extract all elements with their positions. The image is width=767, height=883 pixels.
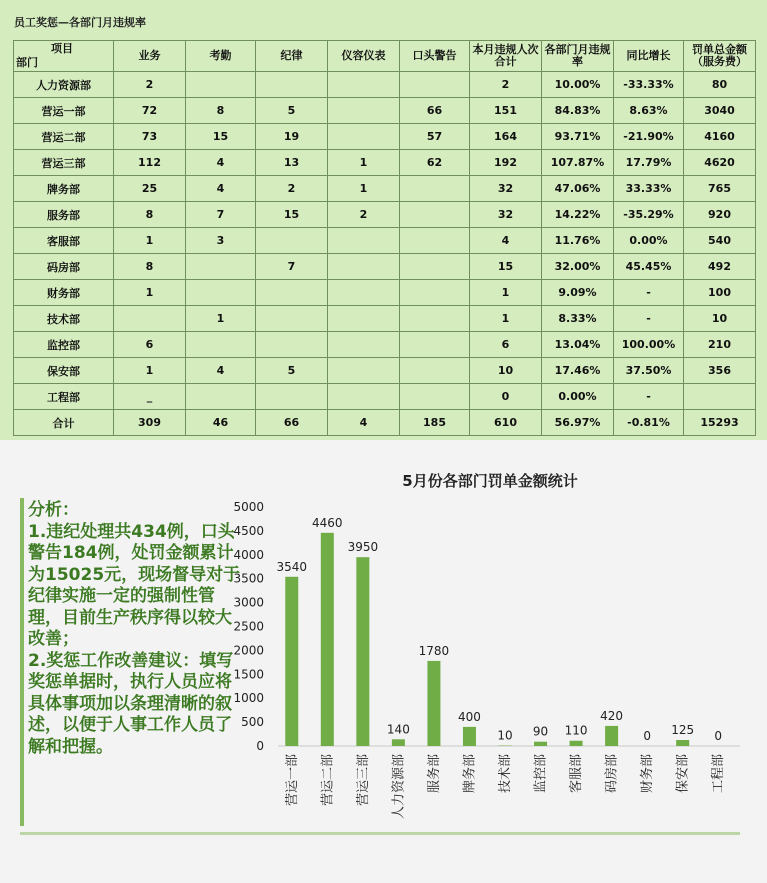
data-label: 90 (532, 724, 549, 739)
value-cell: 5 (256, 98, 328, 124)
value-cell: 10 (470, 358, 542, 384)
value-cell: 4 (328, 410, 400, 436)
value-cell: 62 (400, 150, 470, 176)
table-row (14, 176, 756, 202)
table-row (14, 384, 756, 410)
value-cell: 8 (114, 202, 186, 228)
x-tick-label: 客服部 (569, 754, 585, 794)
value-cell (328, 384, 400, 410)
value-cell: 10.00% (542, 72, 614, 98)
value-cell: -33.33% (614, 72, 684, 98)
y-tick-label: 1500 (233, 667, 264, 682)
value-cell: 11.76% (542, 228, 614, 254)
value-cell: 32 (470, 202, 542, 228)
value-cell: 25 (114, 176, 186, 202)
data-label: 140 (386, 722, 410, 737)
value-cell: 17.46% (542, 358, 614, 384)
value-cell (328, 306, 400, 332)
value-cell: 56.97% (542, 410, 614, 436)
dept-cell: 保安部 (14, 358, 114, 384)
value-cell: 13 (256, 150, 328, 176)
value-cell (400, 332, 470, 358)
value-cell: 8.63% (614, 98, 684, 124)
value-cell (400, 254, 470, 280)
value-cell: 920 (684, 202, 756, 228)
table-row (14, 202, 756, 228)
value-cell: 7 (186, 202, 256, 228)
value-cell (256, 228, 328, 254)
y-tick-label: 3500 (233, 571, 264, 586)
data-label: 0 (643, 729, 651, 743)
value-cell: 1 (114, 228, 186, 254)
value-cell (328, 228, 400, 254)
value-cell: 66 (400, 98, 470, 124)
value-cell: 112 (114, 150, 186, 176)
x-tick-label: 人力资源部 (391, 754, 407, 820)
value-cell: 185 (400, 410, 470, 436)
value-cell (328, 72, 400, 98)
dept-cell: 服务部 (14, 202, 114, 228)
data-label: 4460 (312, 515, 343, 530)
value-cell: 15 (256, 202, 328, 228)
value-cell: 0 (470, 384, 542, 410)
y-tick-label: 4000 (233, 547, 264, 562)
value-cell (400, 202, 470, 228)
column-header: 纪律 (256, 41, 328, 72)
value-cell (256, 306, 328, 332)
value-cell (328, 124, 400, 150)
dept-cell: 码房部 (14, 254, 114, 280)
dept-cell: 营运三部 (14, 150, 114, 176)
value-cell (186, 280, 256, 306)
analysis-text: 分析： 1.违纪处理共434例，口头警告184例，处罚金额累计为15025元，现场督导对于纪律实施一定的强制性管理，目前生产秩序得以较大改善； 2.奖惩工作改善建议：填写奖惩单据时，执行人员应将具体事项加以条理清晰的叙述，以便于人事工作人员了解和把握。 (28, 500, 241, 757)
x-tick-label: 技术部 (498, 754, 513, 794)
value-cell (684, 384, 756, 410)
value-cell: 9.09% (542, 280, 614, 306)
value-cell (400, 306, 470, 332)
column-header: 本月违规人次合计 (470, 41, 542, 72)
value-cell: 5 (256, 358, 328, 384)
value-cell: 4 (186, 358, 256, 384)
x-tick-label: 监控部 (533, 754, 549, 794)
y-tick-label: 5000 (233, 500, 264, 514)
value-cell: 73 (114, 124, 186, 150)
y-tick-label: 1000 (233, 691, 264, 706)
column-header: 各部门月违规率 (542, 41, 614, 72)
y-tick-label: 500 (241, 715, 264, 730)
value-cell: 1 (114, 280, 186, 306)
value-cell: 32.00% (542, 254, 614, 280)
value-cell: 45.45% (614, 254, 684, 280)
value-cell (328, 358, 400, 384)
y-tick-label: 2500 (233, 619, 264, 634)
value-cell (400, 72, 470, 98)
divider (20, 832, 740, 835)
header-corner (14, 41, 114, 72)
y-tick-label: 2000 (233, 643, 264, 658)
value-cell (328, 254, 400, 280)
value-cell: 10 (684, 306, 756, 332)
value-cell (400, 228, 470, 254)
value-cell: 1 (328, 150, 400, 176)
value-cell: 210 (684, 332, 756, 358)
value-cell: 80 (684, 72, 756, 98)
y-tick-label: 3000 (233, 595, 264, 610)
value-cell: 15293 (684, 410, 756, 436)
value-cell: 2 (114, 72, 186, 98)
value-cell: - (614, 280, 684, 306)
data-label: 3540 (276, 559, 308, 574)
value-cell: 6 (470, 332, 542, 358)
value-cell: 1 (328, 176, 400, 202)
value-cell (400, 176, 470, 202)
value-cell: 57 (400, 124, 470, 150)
x-tick-label: 码房部 (604, 754, 620, 794)
column-header: 同比增长 (614, 41, 684, 72)
data-label: 400 (458, 709, 481, 724)
value-cell (114, 306, 186, 332)
value-cell (256, 280, 328, 306)
y-tick-label: 0 (256, 739, 264, 753)
column-header: 业务 (114, 41, 186, 72)
y-tick-label: 4500 (233, 523, 264, 538)
x-tick-label: 财务部 (640, 754, 656, 794)
data-label: 125 (671, 723, 695, 738)
table-row (14, 332, 756, 358)
value-cell: 0.00% (542, 384, 614, 410)
value-cell (256, 332, 328, 358)
analysis-accent-bar (20, 498, 24, 826)
value-cell: 610 (470, 410, 542, 436)
data-label: 3950 (347, 540, 379, 555)
column-header: 仪容仪表 (328, 41, 400, 72)
header-item-label: 项目 (51, 42, 73, 55)
value-cell: -21.90% (614, 124, 684, 150)
value-cell: 14.22% (542, 202, 614, 228)
value-cell: 13.04% (542, 332, 614, 358)
table-header-row (14, 41, 756, 72)
value-cell: 151 (470, 98, 542, 124)
value-cell: 15 (470, 254, 542, 280)
dept-cell: 监控部 (14, 332, 114, 358)
x-tick-label: 保安部 (675, 754, 691, 794)
value-cell: 1 (114, 358, 186, 384)
value-cell: - (614, 306, 684, 332)
value-cell: 1 (186, 306, 256, 332)
table-row (14, 254, 756, 280)
value-cell: 540 (684, 228, 756, 254)
data-label: 1780 (418, 643, 450, 658)
value-cell (256, 384, 328, 410)
value-cell (400, 280, 470, 306)
value-cell: 8 (186, 98, 256, 124)
value-cell: 107.87% (542, 150, 614, 176)
table-row (14, 124, 756, 150)
value-cell: 2 (256, 176, 328, 202)
value-cell: 2 (328, 202, 400, 228)
value-cell: 192 (470, 150, 542, 176)
value-cell: 46 (186, 410, 256, 436)
value-cell (186, 384, 256, 410)
value-cell: 1 (470, 306, 542, 332)
value-cell: 4620 (684, 150, 756, 176)
dept-cell: 营运二部 (14, 124, 114, 150)
value-cell: 492 (684, 254, 756, 280)
value-cell (400, 384, 470, 410)
value-cell (328, 98, 400, 124)
value-cell: 309 (114, 410, 186, 436)
value-cell: 164 (470, 124, 542, 150)
value-cell: 47.06% (542, 176, 614, 202)
dept-cell: 人力资源部 (14, 72, 114, 98)
x-tick-label: 营运三部 (355, 754, 371, 807)
value-cell: 72 (114, 98, 186, 124)
value-cell: _ (114, 384, 186, 410)
value-cell: 37.50% (614, 358, 684, 384)
x-tick-label: 牌务部 (462, 754, 478, 794)
dept-cell: 工程部 (14, 384, 114, 410)
value-cell: 4 (470, 228, 542, 254)
dept-cell: 合计 (14, 410, 114, 436)
header-dept-label: 部门 (16, 56, 38, 69)
value-cell (186, 332, 256, 358)
table-row (14, 228, 756, 254)
value-cell: 17.79% (614, 150, 684, 176)
column-header: 口头警告 (400, 41, 470, 72)
data-label: 10 (497, 728, 513, 743)
value-cell: 100.00% (614, 332, 684, 358)
data-label: 420 (600, 708, 624, 723)
dept-cell: 牌务部 (14, 176, 114, 202)
column-header: 罚单总金额（服务费） (684, 41, 756, 72)
dept-cell: 营运一部 (14, 98, 114, 124)
value-cell: 2 (470, 72, 542, 98)
table-row (14, 72, 756, 98)
value-cell: 4160 (684, 124, 756, 150)
value-cell: 100 (684, 280, 756, 306)
value-cell: 356 (684, 358, 756, 384)
chart-title: 5月份各部门罚单金额统计 (402, 472, 578, 490)
value-cell: 0.00% (614, 228, 684, 254)
column-header: 考勤 (186, 41, 256, 72)
x-tick-label: 营运二部 (320, 754, 336, 807)
value-cell: 765 (684, 176, 756, 202)
value-cell: 15 (186, 124, 256, 150)
value-cell (400, 358, 470, 384)
table-row (14, 410, 756, 436)
table-row (14, 280, 756, 306)
value-cell: 7 (256, 254, 328, 280)
value-cell (186, 72, 256, 98)
value-cell (328, 332, 400, 358)
value-cell (186, 254, 256, 280)
dept-cell: 客服部 (14, 228, 114, 254)
dept-cell: 技术部 (14, 306, 114, 332)
value-cell (328, 280, 400, 306)
table-row (14, 150, 756, 176)
value-cell: 33.33% (614, 176, 684, 202)
x-tick-label: 工程部 (711, 754, 727, 794)
value-cell: 4 (186, 150, 256, 176)
value-cell (256, 72, 328, 98)
value-cell: 93.71% (542, 124, 614, 150)
page-title: 员工奖惩—各部门月违规率 (14, 16, 146, 29)
value-cell: - (614, 384, 684, 410)
value-cell: -0.81% (614, 410, 684, 436)
table-row (14, 358, 756, 384)
value-cell: 1 (470, 280, 542, 306)
data-label: 0 (714, 729, 723, 743)
x-tick-label: 营运一部 (284, 754, 300, 807)
violation-table (13, 40, 756, 436)
table-row (14, 98, 756, 124)
x-tick-label: 服务部 (426, 754, 442, 794)
value-cell: -35.29% (614, 202, 684, 228)
data-label: 110 (564, 723, 588, 738)
value-cell: 8 (114, 254, 186, 280)
value-cell: 8.33% (542, 306, 614, 332)
value-cell: 84.83% (542, 98, 614, 124)
value-cell: 4 (186, 176, 256, 202)
value-cell: 19 (256, 124, 328, 150)
value-cell: 6 (114, 332, 186, 358)
value-cell: 3040 (684, 98, 756, 124)
table-row (14, 306, 756, 332)
value-cell: 3 (186, 228, 256, 254)
value-cell: 32 (470, 176, 542, 202)
dept-cell: 财务部 (14, 280, 114, 306)
value-cell: 66 (256, 410, 328, 436)
